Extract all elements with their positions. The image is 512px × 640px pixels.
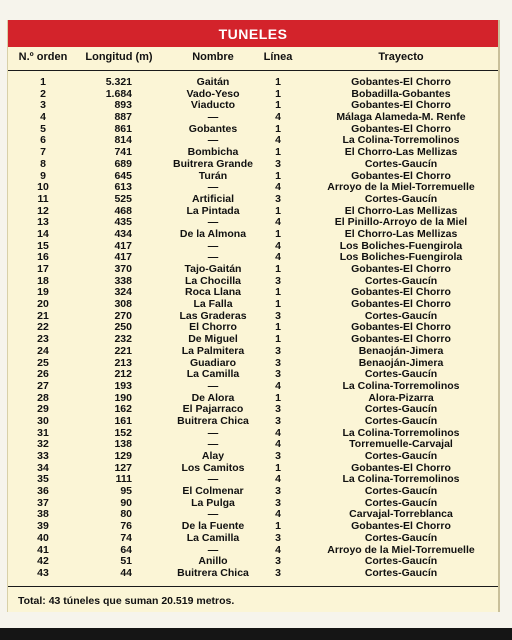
row-linea: 1	[275, 169, 281, 182]
row-linea: 1	[275, 461, 281, 474]
table-body	[8, 77, 498, 580]
row-orden: 11	[37, 192, 49, 205]
row-longitud: 152	[114, 426, 132, 439]
row-linea: 3	[275, 192, 281, 205]
row-nombre: Gobantes	[188, 122, 238, 135]
table-header	[8, 51, 498, 71]
row-nombre: La Chocilla	[184, 274, 241, 287]
row-linea: 1	[275, 227, 281, 240]
row-longitud: 51	[120, 555, 132, 568]
row-orden: 19	[37, 286, 49, 299]
row-nombre: Los Camitos	[181, 461, 245, 474]
row-orden: 14	[37, 227, 49, 240]
row-nombre: El Pajarraco	[182, 403, 244, 416]
row-trayecto: Cortes-Gaucín	[364, 368, 438, 381]
row-longitud: 417	[114, 251, 132, 264]
row-linea: 4	[275, 134, 281, 147]
row-trayecto: El Pinillo-Arroyo de la Miel	[334, 216, 468, 229]
row-orden: 15	[37, 239, 49, 252]
row-trayecto: Cortes-Gaucín	[364, 309, 438, 322]
row-trayecto: Los Boliches-Fuengirola	[339, 251, 463, 264]
row-orden: 31	[37, 426, 49, 439]
row-nombre: Guadiaro	[189, 356, 237, 369]
row-orden: 4	[40, 111, 46, 124]
row-nombre: Turán	[198, 169, 228, 182]
row-longitud: 212	[114, 368, 132, 381]
row-orden: 35	[37, 473, 49, 486]
header-orden: N.º orden	[18, 51, 68, 63]
row-linea: 1	[275, 391, 281, 404]
row-nombre: —	[207, 508, 219, 521]
row-linea: 3	[275, 344, 281, 357]
row-longitud: 162	[114, 403, 132, 416]
row-trayecto: La Colina-Torremolinos	[342, 134, 460, 147]
row-longitud: 689	[114, 157, 132, 170]
row-linea: 1	[275, 298, 281, 311]
row-trayecto: Gobantes-El Chorro	[351, 461, 451, 474]
row-trayecto: Bobadilla-Gobantes	[351, 87, 451, 100]
row-nombre: De la Fuente	[181, 520, 245, 533]
row-orden: 1	[40, 76, 46, 88]
row-longitud: 468	[114, 204, 132, 217]
row-linea: 3	[275, 309, 281, 322]
row-trayecto: Gobantes-El Chorro	[351, 333, 451, 346]
row-nombre: La Pulga	[191, 496, 235, 509]
title-banner	[8, 20, 498, 47]
row-nombre: —	[207, 543, 219, 556]
row-nombre: La Camilla	[186, 531, 240, 544]
row-orden: 16	[37, 251, 49, 264]
row-trayecto: Cortes-Gaucín	[364, 555, 438, 568]
row-trayecto: Cortes-Gaucín	[364, 450, 438, 462]
row-linea: 1	[275, 87, 281, 100]
row-nombre: De la Almona	[179, 227, 247, 240]
row-nombre: —	[207, 181, 219, 194]
row-orden: 12	[37, 204, 49, 217]
row-linea: 4	[275, 251, 281, 264]
row-linea: 3	[275, 555, 281, 568]
row-trayecto: El Chorro-Las Mellizas	[344, 227, 458, 240]
row-orden: 28	[37, 391, 49, 404]
row-nombre: Tajo-Gaitán	[184, 263, 242, 275]
row-orden: 38	[37, 508, 49, 521]
row-longitud: 127	[114, 461, 132, 474]
row-longitud: 221	[114, 344, 132, 357]
row-longitud: 129	[114, 450, 132, 462]
row-orden: 37	[37, 496, 49, 509]
row-nombre: —	[207, 216, 219, 229]
row-trayecto: Málaga Alameda-M. Renfe	[336, 111, 466, 124]
row-linea: 3	[275, 274, 281, 287]
row-orden: 42	[37, 555, 49, 568]
row-trayecto: Carvajal-Torreblanca	[349, 508, 453, 521]
row-longitud: 370	[114, 263, 132, 275]
row-linea: 4	[275, 438, 281, 451]
row-linea: 4	[275, 426, 281, 439]
row-linea: 4	[275, 473, 281, 486]
row-linea: 4	[275, 239, 281, 252]
row-nombre: —	[207, 111, 219, 124]
row-linea: 3	[275, 450, 281, 462]
row-trayecto: Arroyo de la Miel-Torremuelle	[327, 181, 475, 194]
row-longitud: 417	[114, 239, 132, 252]
table-row	[8, 486, 498, 498]
row-trayecto: Cortes-Gaucín	[364, 403, 438, 416]
row-linea: 1	[275, 204, 281, 217]
row-nombre: —	[207, 239, 219, 252]
table-row	[8, 451, 498, 463]
table-row	[8, 112, 498, 124]
header-longitud: Longitud (m)	[85, 51, 153, 63]
row-nombre: Viaducto	[190, 99, 236, 112]
row-orden: 23	[37, 333, 49, 346]
row-nombre: —	[207, 473, 219, 486]
row-linea: 3	[275, 496, 281, 509]
row-linea: 3	[275, 157, 281, 170]
row-trayecto: Benaoján-Jimera	[358, 356, 444, 369]
row-longitud: 1.684	[105, 87, 132, 100]
table-row	[8, 77, 498, 89]
row-linea: 4	[275, 181, 281, 194]
row-orden: 22	[37, 321, 49, 334]
row-orden: 13	[37, 216, 49, 229]
row-orden: 32	[37, 438, 49, 451]
row-nombre: —	[207, 426, 219, 439]
row-longitud: 645	[114, 169, 132, 182]
row-longitud: 193	[114, 379, 132, 392]
row-nombre: Artificial	[191, 192, 234, 205]
row-nombre: Buitrera Grande	[173, 157, 253, 170]
row-linea: 3	[275, 566, 281, 579]
row-longitud: 90	[120, 496, 132, 509]
table-footer-total: Total: 43 túneles que suman 20.519 metros.	[18, 595, 235, 607]
row-linea: 1	[275, 263, 281, 275]
row-trayecto: Gobantes-El Chorro	[351, 298, 451, 311]
row-trayecto: Cortes-Gaucín	[364, 274, 438, 287]
row-orden: 20	[37, 298, 49, 311]
row-trayecto: Cortes-Gaucín	[364, 414, 438, 427]
row-longitud: 232	[114, 333, 132, 346]
row-longitud: 893	[114, 99, 132, 112]
row-longitud: 338	[114, 274, 132, 287]
table-row	[8, 416, 498, 428]
row-orden: 6	[40, 134, 46, 147]
row-orden: 18	[37, 274, 49, 287]
tunnels-table-panel	[7, 20, 500, 612]
row-orden: 2	[40, 87, 46, 100]
footer-rule	[8, 586, 498, 587]
row-nombre: Alay	[201, 450, 225, 462]
row-trayecto: Gobantes-El Chorro	[351, 122, 451, 135]
row-longitud: 64	[120, 543, 132, 556]
row-trayecto: Benaoján-Jimera	[358, 344, 444, 357]
row-orden: 34	[37, 461, 49, 474]
row-nombre: —	[207, 134, 219, 147]
row-trayecto: Gobantes-El Chorro	[351, 263, 451, 275]
row-linea: 1	[275, 146, 281, 159]
row-longitud: 861	[114, 122, 132, 135]
row-orden: 40	[37, 531, 49, 544]
row-trayecto: Torremuelle-Carvajal	[349, 438, 453, 451]
row-nombre: Bombicha	[187, 146, 239, 159]
row-linea: 1	[275, 333, 281, 346]
row-linea: 1	[275, 99, 281, 112]
row-linea: 3	[275, 356, 281, 369]
row-nombre: Buitrera Chica	[177, 566, 249, 579]
table-row	[8, 159, 498, 171]
row-orden: 3	[40, 99, 46, 112]
row-longitud: 95	[120, 485, 132, 498]
row-linea: 3	[275, 531, 281, 544]
row-nombre: De Miguel	[188, 333, 238, 346]
row-orden: 24	[37, 344, 49, 357]
row-trayecto: Cortes-Gaucín	[364, 531, 438, 544]
table-row	[8, 194, 498, 206]
row-trayecto: Gobantes-El Chorro	[351, 321, 451, 334]
row-trayecto: La Colina-Torremolinos	[342, 473, 460, 486]
header-linea: Línea	[263, 51, 293, 63]
row-orden: 41	[37, 543, 49, 556]
row-longitud: 814	[114, 134, 132, 147]
row-orden: 17	[37, 263, 49, 275]
row-linea: 4	[275, 379, 281, 392]
row-trayecto: El Chorro-Las Mellizas	[344, 204, 458, 217]
row-longitud: 613	[114, 181, 132, 194]
row-orden: 10	[37, 181, 49, 194]
row-trayecto: Arroyo de la Miel-Torremuelle	[327, 543, 475, 556]
row-trayecto: La Colina-Torremolinos	[342, 379, 460, 392]
row-nombre: —	[207, 379, 219, 392]
header-trayecto: Trayecto	[378, 51, 424, 63]
row-orden: 29	[37, 403, 49, 416]
row-longitud: 44	[120, 566, 132, 579]
table-row	[8, 299, 498, 311]
row-linea: 1	[275, 520, 281, 533]
row-longitud: 324	[114, 286, 132, 299]
row-longitud: 74	[120, 531, 132, 544]
row-linea: 3	[275, 368, 281, 381]
page-bottom-strip	[0, 628, 512, 640]
row-orden: 25	[37, 356, 49, 369]
table-title: TUNELES	[218, 25, 288, 42]
row-longitud: 213	[114, 356, 132, 369]
row-nombre: El Chorro	[189, 321, 237, 334]
row-nombre: La Camilla	[186, 368, 240, 381]
row-nombre: Vado-Yeso	[186, 87, 240, 100]
row-orden: 30	[37, 414, 49, 427]
table-row	[8, 229, 498, 241]
row-nombre: Roca Llana	[184, 286, 242, 299]
table-row	[8, 533, 498, 545]
row-longitud: 111	[115, 473, 132, 486]
row-orden: 36	[37, 485, 49, 498]
row-trayecto: Gobantes-El Chorro	[351, 169, 451, 182]
row-longitud: 138	[114, 438, 132, 451]
row-longitud: 525	[114, 192, 132, 205]
row-orden: 21	[37, 309, 49, 322]
row-orden: 43	[37, 566, 49, 579]
header-nombre: Nombre	[192, 51, 234, 63]
row-nombre: Buitrera Chica	[177, 414, 249, 427]
row-nombre: Las Graderas	[179, 309, 247, 322]
row-longitud: 270	[114, 309, 132, 322]
row-nombre: Gaitán	[196, 76, 230, 88]
row-trayecto: Gobantes-El Chorro	[351, 76, 451, 88]
header-rule	[8, 70, 498, 71]
row-linea: 3	[275, 485, 281, 498]
row-linea: 3	[275, 403, 281, 416]
row-linea: 1	[275, 286, 281, 299]
row-linea: 4	[275, 216, 281, 229]
row-linea: 1	[275, 76, 281, 88]
row-orden: 27	[37, 379, 49, 392]
row-trayecto: Los Boliches-Fuengirola	[339, 239, 463, 252]
row-trayecto: Gobantes-El Chorro	[351, 99, 451, 112]
row-trayecto: Cortes-Gaucín	[364, 496, 438, 509]
row-orden: 9	[40, 169, 46, 182]
row-trayecto: Cortes-Gaucín	[364, 192, 438, 205]
table-row	[8, 346, 498, 358]
row-nombre: —	[207, 251, 219, 264]
row-trayecto: Cortes-Gaucín	[364, 157, 438, 170]
row-linea: 3	[275, 414, 281, 427]
row-longitud: 190	[114, 391, 132, 404]
row-orden: 7	[40, 146, 46, 159]
row-longitud: 161	[114, 414, 132, 427]
row-nombre: —	[207, 438, 219, 451]
row-orden: 8	[40, 157, 46, 170]
row-nombre: El Colmenar	[182, 485, 244, 498]
row-orden: 33	[37, 450, 49, 462]
row-linea: 1	[275, 321, 281, 334]
row-orden: 5	[40, 122, 46, 135]
row-longitud: 308	[114, 298, 132, 311]
row-linea: 4	[275, 508, 281, 521]
row-trayecto: Cortes-Gaucín	[364, 566, 438, 579]
row-trayecto: Alora-Pizarra	[368, 391, 434, 404]
table-row	[8, 381, 498, 393]
row-linea: 4	[275, 111, 281, 124]
row-trayecto: Gobantes-El Chorro	[351, 520, 451, 533]
row-trayecto: Gobantes-El Chorro	[351, 286, 451, 299]
row-longitud: 80	[120, 508, 132, 521]
row-longitud: 434	[114, 227, 132, 240]
row-longitud: 5.321	[105, 76, 132, 88]
row-linea: 1	[275, 122, 281, 135]
row-nombre: La Palmitera	[181, 344, 245, 357]
row-nombre: La Falla	[193, 298, 233, 311]
row-trayecto: La Colina-Torremolinos	[342, 426, 460, 439]
row-longitud: 741	[114, 146, 132, 159]
row-orden: 39	[37, 520, 49, 533]
row-orden: 26	[37, 368, 49, 381]
row-nombre: De Alora	[191, 391, 235, 404]
row-longitud: 435	[114, 216, 132, 229]
row-trayecto: Cortes-Gaucín	[364, 485, 438, 498]
table-row	[8, 568, 498, 580]
row-longitud: 250	[114, 321, 132, 334]
table-row	[8, 264, 498, 276]
row-longitud: 76	[120, 520, 132, 533]
row-linea: 4	[275, 543, 281, 556]
row-longitud: 887	[114, 111, 132, 124]
row-nombre: Anillo	[198, 555, 228, 568]
row-nombre: La Pintada	[186, 204, 240, 217]
row-trayecto: El Chorro-Las Mellizas	[344, 146, 458, 159]
